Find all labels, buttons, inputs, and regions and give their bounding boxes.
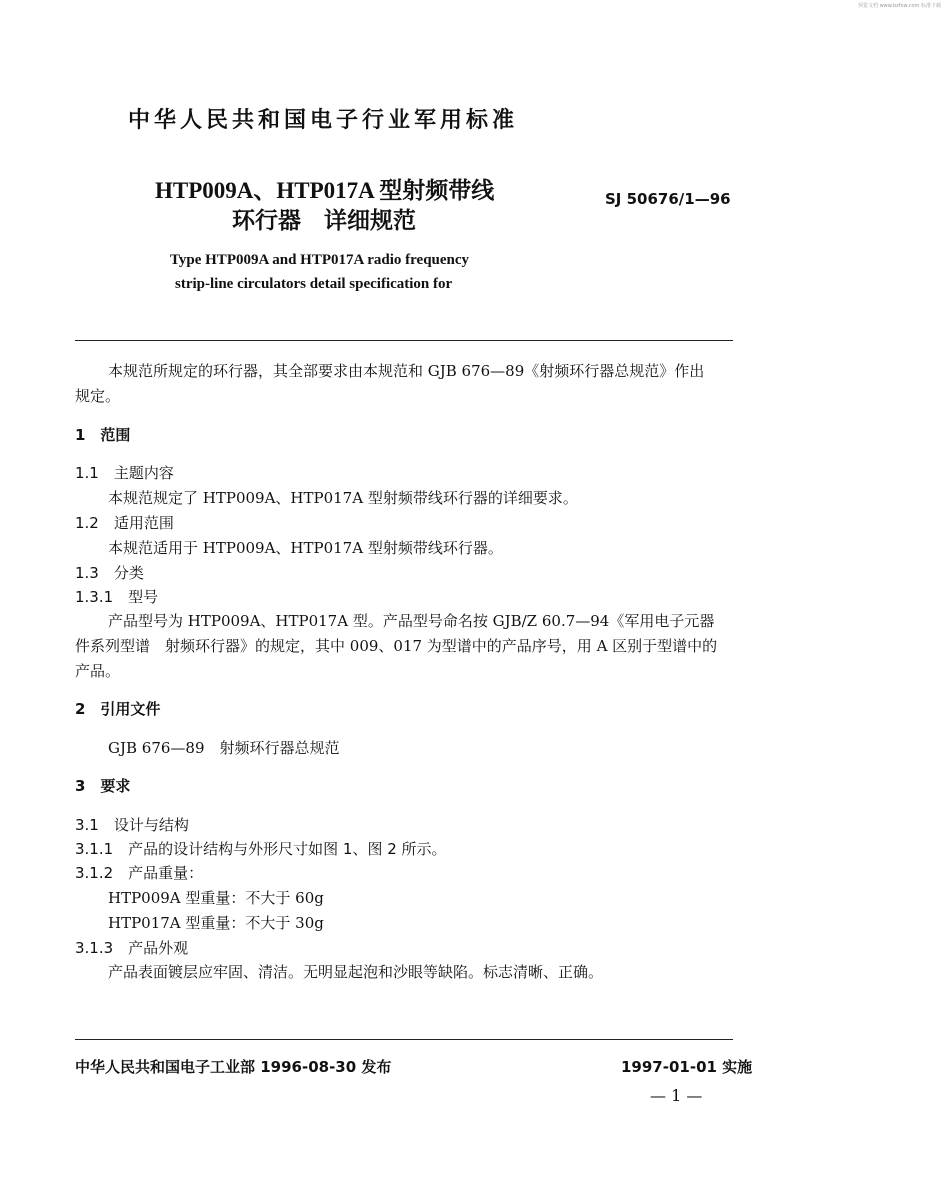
issue-date: 中华人民共和国电子工业部 1996-08-30 发布 bbox=[75, 1058, 392, 1076]
section-1-1-heading: 1.1 主题内容 bbox=[75, 464, 174, 482]
english-title-line2: strip-line circulators detail specification for bbox=[175, 276, 453, 292]
section-1-1-text: 本规范规定了 HTP009A、HTP017A 型射频带线环行器的详细要求。 bbox=[108, 489, 578, 507]
page-number: — 1 — bbox=[650, 1086, 703, 1105]
standard-category-title: 中华人民共和国电子行业军用标准 bbox=[128, 108, 519, 133]
section-3-1-3-heading: 3.1.3 产品外观 bbox=[75, 939, 189, 957]
intro-paragraph-line1: 本规范所规定的环行器，其全部要求由本规范和 GJB 676—89《射频环行器总规范》作出 bbox=[108, 362, 705, 380]
section-1-3-1-heading: 1.3.1 型号 bbox=[75, 588, 159, 606]
watermark-text: 预览文档 www.bzfxw.com 标准下载 bbox=[858, 3, 941, 9]
effective-date: 1997-01-01 实施 bbox=[621, 1058, 753, 1076]
section-3-1-2-item-b: HTP017A 型重量：不大于 30g bbox=[108, 914, 324, 932]
section-3-1-3-text: 产品表面镀层应牢固、清洁。无明显起泡和沙眼等缺陷。标志清晰、正确。 bbox=[108, 963, 604, 981]
standard-number: SJ 50676/1—96 bbox=[605, 190, 731, 208]
section-2-heading: 2 引用文件 bbox=[75, 700, 161, 718]
section-1-2-text: 本规范适用于 HTP009A、HTP017A 型射频带线环行器。 bbox=[108, 539, 503, 557]
section-1-3-heading: 1.3 分类 bbox=[75, 564, 144, 582]
document-title-line2: 环行器 详细规范 bbox=[232, 208, 416, 234]
section-2-reference: GJB 676—89 射频环行器总规范 bbox=[108, 739, 340, 757]
section-3-1-2-item-a: HTP009A 型重量：不大于 60g bbox=[108, 889, 324, 907]
section-1-3-1-line3: 产品。 bbox=[75, 662, 121, 680]
intro-paragraph-line2: 规定。 bbox=[75, 387, 121, 405]
section-1-3-1-line2: 件系列型谱 射频环行器》的规定，其中 009、017 为型谱中的产品序号，用 A 区别于型谱中的 bbox=[75, 637, 718, 655]
section-1-heading: 1 范围 bbox=[75, 426, 131, 444]
section-3-1-2-heading: 3.1.2 产品重量： bbox=[75, 864, 204, 882]
document-title-line1: HTP009A、HTP017A 型射频带线 bbox=[155, 178, 495, 203]
section-3-heading: 3 要求 bbox=[75, 777, 131, 795]
footer-divider bbox=[75, 1039, 733, 1040]
section-1-3-1-line1: 产品型号为 HTP009A、HTP017A 型。产品型号命名按 GJB/Z 60.7—94《军用电子元器 bbox=[108, 612, 715, 630]
header-divider bbox=[75, 340, 733, 341]
section-3-1-heading: 3.1 设计与结构 bbox=[75, 816, 189, 834]
english-title-line1: Type HTP009A and HTP017A radio frequency bbox=[170, 252, 470, 268]
section-3-1-1-text: 3.1.1 产品的设计结构与外形尺寸如图 1、图 2 所示。 bbox=[75, 840, 447, 858]
section-1-2-heading: 1.2 适用范围 bbox=[75, 514, 174, 532]
